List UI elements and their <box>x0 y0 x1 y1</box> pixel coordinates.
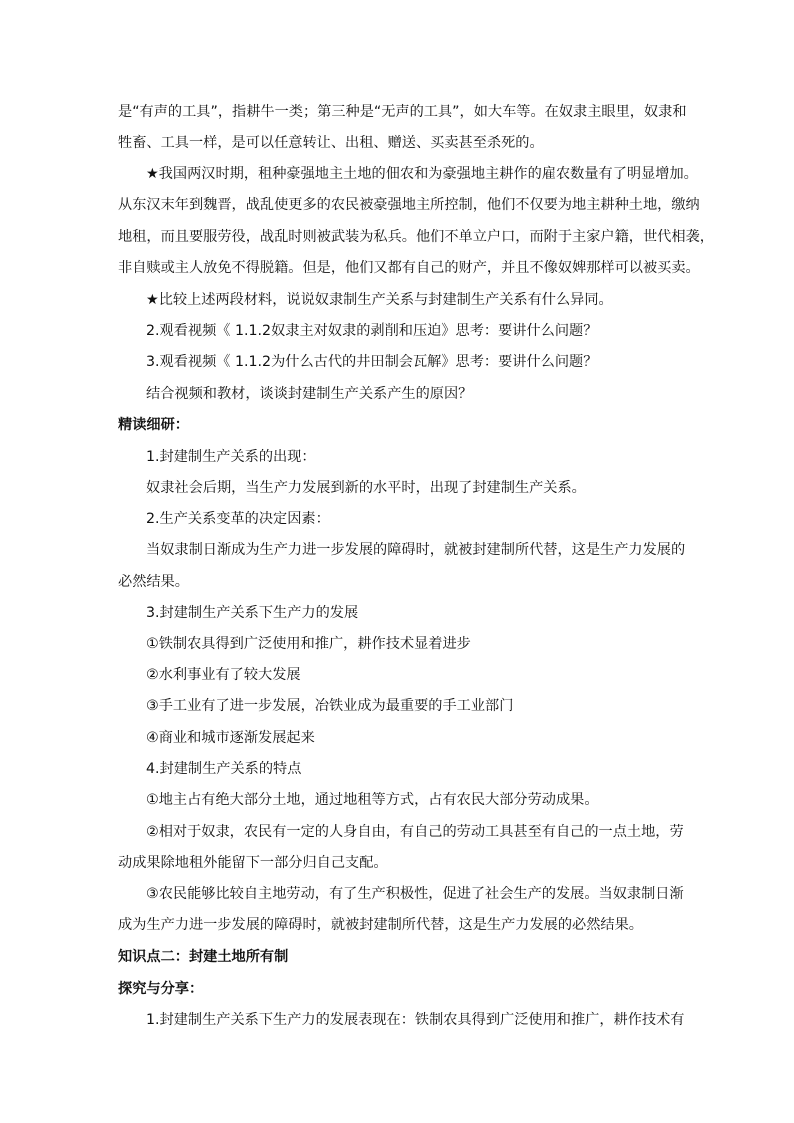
list-item: ②相对于奴隶，农民有一定的人身自由，有自己的劳动工具甚至有自己的一点土地，劳 <box>146 824 684 840</box>
paragraph-line: 非自赎或主人放免不得脱籍。但是，他们又都有自己的财产，并且不像奴婢那样可以被买卖。 <box>118 260 700 276</box>
section-heading: 知识点二：封建土地所有制 <box>118 949 289 965</box>
list-item: ③农民能够比较自主地劳动，有了生产积极性，促进了社会生产的发展。当奴隶制日渐 <box>146 886 684 902</box>
paragraph-line: 动成果除地租外能留下一部分归自己支配。 <box>118 855 388 871</box>
paragraph-line: 必然结果。 <box>118 574 189 590</box>
paragraph-line: 从东汉末年到魏晋，战乱使更多的农民被豪强地主所控制，他们不仅要为地主耕种土地，缴纳 <box>118 197 700 213</box>
subheading: 3.封建制生产关系下生产力的发展 <box>146 605 359 621</box>
list-item: ①地主占有绝大部分土地，通过地租等方式，占有农民大部分劳动成果。 <box>146 792 599 808</box>
paragraph-line: 奴隶社会后期，当生产力发展到新的水平时，出现了封建制生产关系。 <box>146 480 586 496</box>
subheading: 4.封建制生产关系的特点 <box>146 761 302 777</box>
subheading: 1.封建制生产关系的出现： <box>146 449 316 465</box>
paragraph-line: ★我国两汉时期，租种豪强地主土地的佃农和为豪强地主耕作的雇农数量有了明显增加。 <box>146 166 698 182</box>
subheading: 1.封建制生产关系下生产力的发展表现在：铁制农具得到广泛使用和推广，耕作技术有 <box>146 1012 685 1028</box>
subheading: 2.生产关系变革的决定因素： <box>146 511 330 527</box>
paragraph-line: 2.观看视频《 1.1.2奴隶主对奴隶的剥削和压迫》思考：要讲什么问题？ <box>146 323 598 339</box>
paragraph-line: 地租，而且要服劳役，战乱时则被武装为私兵。他们不单立户口，而附于主家户籍，世代相袭， <box>118 229 714 245</box>
paragraph-line: 当奴隶制日渐成为生产力进一步发展的障碍时，就被封建制所代替，这是生产力发展的 <box>146 542 686 558</box>
list-item: ①铁制农具得到广泛使用和推广，耕作技术显着进步 <box>146 636 471 652</box>
section-heading: 精读细研： <box>118 417 189 433</box>
paragraph-line: ★比较上述两段材料，说说奴隶制生产关系与封建制生产关系有什么异同。 <box>146 292 613 308</box>
paragraph-line: 结合视频和教材，谈谈封建制生产关系产生的原因？ <box>146 386 473 402</box>
section-heading: 探究与分享： <box>118 981 204 997</box>
list-item: ②水利事业有了较大发展 <box>146 667 301 683</box>
paragraph-line: 是“有声的工具”，指耕牛一类；第三种是“无声的工具”，如大车等。在奴隶主眼里，奴隶和 <box>118 104 687 120</box>
list-item: ③手工业有了进一步发展，冶铁业成为最重要的手工业部门 <box>146 698 514 714</box>
list-item: ④商业和城市逐渐发展起来 <box>146 730 315 746</box>
paragraph-line: 成为生产力进一步发展的障碍时，就被封建制所代替，这是生产力发展的必然结果。 <box>118 917 643 933</box>
paragraph-line: 3.观看视频《 1.1.2为什么古代的井田制会瓦解》思考：要讲什么问题？ <box>146 354 598 370</box>
paragraph-line: 牲畜、工具一样，是可以任意转让、出租、赠送、买卖甚至杀死的。 <box>118 135 544 151</box>
